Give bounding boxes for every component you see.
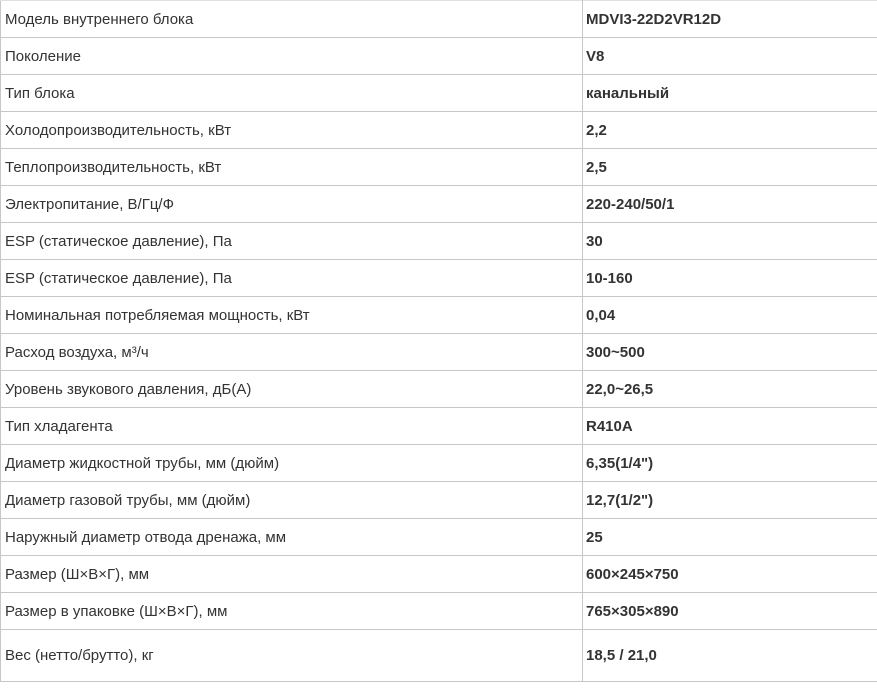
spec-value: V8	[583, 38, 877, 75]
spec-value: 300~500	[583, 334, 877, 371]
spec-value: R410A	[583, 408, 877, 445]
spec-label: ESP (статическое давление), Па	[1, 223, 583, 260]
table-row	[1, 408, 877, 445]
spec-label: Электропитание, В/Гц/Ф	[1, 186, 583, 223]
table-row	[1, 75, 877, 112]
spec-value: 600×245×750	[583, 556, 877, 593]
spec-label: Диаметр газовой трубы, мм (дюйм)	[1, 482, 583, 519]
table-row	[1, 297, 877, 334]
table-row	[1, 112, 877, 149]
spec-value: 10-160	[583, 260, 877, 297]
table-row	[1, 260, 877, 297]
table-row	[1, 556, 877, 593]
spec-label: Модель внутреннего блока	[1, 1, 583, 38]
table-row	[1, 1, 877, 38]
spec-label: Размер (Ш×В×Г), мм	[1, 556, 583, 593]
spec-label: Размер в упаковке (Ш×В×Г), мм	[1, 593, 583, 630]
spec-value: 2,5	[583, 149, 877, 186]
spec-value: 25	[583, 519, 877, 556]
spec-value: 0,04	[583, 297, 877, 334]
spec-label: ESP (статическое давление), Па	[1, 260, 583, 297]
table-row	[1, 630, 877, 682]
table-row	[1, 371, 877, 408]
spec-label: Тип хладагента	[1, 408, 583, 445]
table-row	[1, 334, 877, 371]
spec-label: Холодопроизводительность, кВт	[1, 112, 583, 149]
spec-label: Диаметр жидкостной трубы, мм (дюйм)	[1, 445, 583, 482]
table-row	[1, 445, 877, 482]
table-row	[1, 38, 877, 75]
spec-value: 30	[583, 223, 877, 260]
spec-value: 22,0~26,5	[583, 371, 877, 408]
spec-value: MDVI3-22D2VR12D	[583, 1, 877, 38]
spec-label: Номинальная потребляемая мощность, кВт	[1, 297, 583, 334]
spec-value: 2,2	[583, 112, 877, 149]
table-row	[1, 186, 877, 223]
table-row	[1, 149, 877, 186]
spec-label: Тип блока	[1, 75, 583, 112]
table-row	[1, 519, 877, 556]
spec-value: 765×305×890	[583, 593, 877, 630]
spec-label: Наружный диаметр отвода дренажа, мм	[1, 519, 583, 556]
spec-label: Поколение	[1, 38, 583, 75]
spec-value: 12,7(1/2")	[583, 482, 877, 519]
spec-value: 6,35(1/4")	[583, 445, 877, 482]
table-row	[1, 223, 877, 260]
table-row	[1, 482, 877, 519]
spec-label: Расход воздуха, м³/ч	[1, 334, 583, 371]
spec-label: Уровень звукового давления, дБ(А)	[1, 371, 583, 408]
table-row	[1, 593, 877, 630]
spec-label: Теплопроизводительность, кВт	[1, 149, 583, 186]
spec-value: 220-240/50/1	[583, 186, 877, 223]
spec-value: канальный	[583, 75, 877, 112]
spec-label: Вес (нетто/брутто), кг	[1, 630, 583, 682]
spec-value: 18,5 / 21,0	[583, 630, 877, 682]
